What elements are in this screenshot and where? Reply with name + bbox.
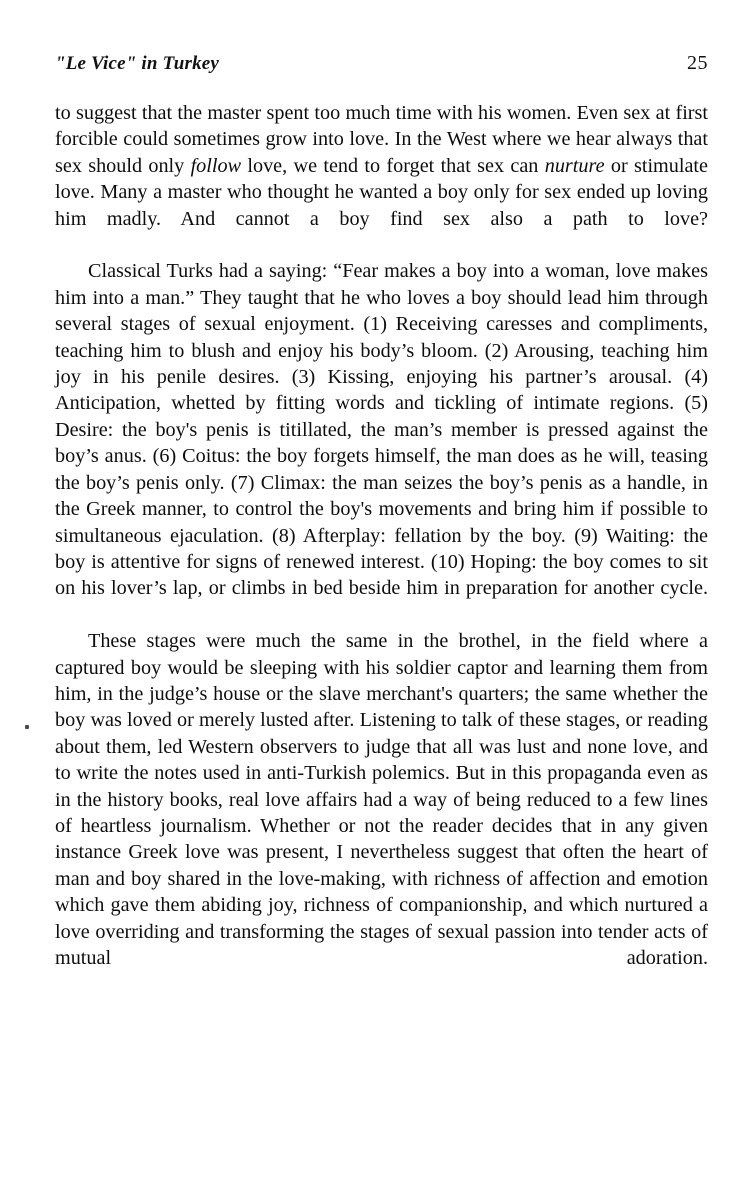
text-run: or stimulate love. Many a master who thought he wanted a boy only for sex ended up loving him madly. And cannot a boy find sex also a path to love? bbox=[55, 154, 708, 230]
paragraph-par-stages bbox=[55, 258, 708, 628]
text-run: Classical Turks had a saying: “Fear makes a boy into a woman, love makes him into a man.” They taught that he who loves a boy should lead him through several stages of sexual enjoyment. (1) Receiving caresses and compliments, teaching him to blush and enjoy his body’s bloom. (2) Arousing, teaching him joy in his penile desires. (3) Kissing, enjoying his partner’s arousal. (4) Anticipation, whetted by fitting words and tickling of intimate regions. (5) Desire: the boy's penis is titillated, the man’s member is pressed against the boy’s anus. (6) Coitus: the boy forgets himself, the man does as he will, teasing the boy’s penis only. (7) Climax: the man seizes the boy’s penis as a handle, in the Greek manner, to control the boy's movements and bring him if possible to simultaneous ejaculation. (8) Afterplay: fellation by the boy. (9) Waiting: the boy is attentive for signs of renewed interest. (10) Hoping: the boy comes to sit on his lover’s lap, or climbs in bed beside him in preparation for another cycle. bbox=[55, 260, 708, 600]
text-run: to suggest that the master spent too much time with his women. Even sex at first forcible could sometimes grow into love. In the West where we hear always that sex should only bbox=[55, 102, 708, 177]
text-run: These stages were much the same in the brothel, in the field where a captured boy would be sleeping with his soldier captor and learning them from him, in the judge’s house or the slave merchant's quarters; the same whether the boy was loved or merely lusted after. Listening to talk of these stages, or reading about them, led Western observers to judge that all was lust and none love, and to write the notes used in anti-Turkish polemics. But in this propaganda even as in the history books, real love affairs had a way of being reduced to a few lines of heartless journalism. Whether or not the reader decides that in any given instance Greek love was present, I nevertheless suggest that often the heart of man and boy shared in the love-making, with richness of affection and emotion which gave them abiding joy, richness of companionship, and which nurtured a love overriding and transforming the stages of sexual passion into tender acts of mutual adoration. bbox=[55, 630, 708, 969]
emphasis-text: nurture bbox=[544, 154, 605, 177]
emphasis-text: follow bbox=[190, 154, 242, 177]
body-text-column bbox=[55, 100, 708, 998]
paragraph-par-brothel bbox=[55, 628, 708, 998]
running-head-title: "Le Vice" in Turkey bbox=[55, 53, 220, 74]
text-run: love, we tend to forget that sex can bbox=[241, 154, 545, 177]
paragraph-par-continued bbox=[55, 100, 708, 258]
scan-speck-artifact bbox=[25, 725, 29, 729]
page-number: 25 bbox=[687, 52, 708, 74]
running-head bbox=[55, 52, 708, 80]
